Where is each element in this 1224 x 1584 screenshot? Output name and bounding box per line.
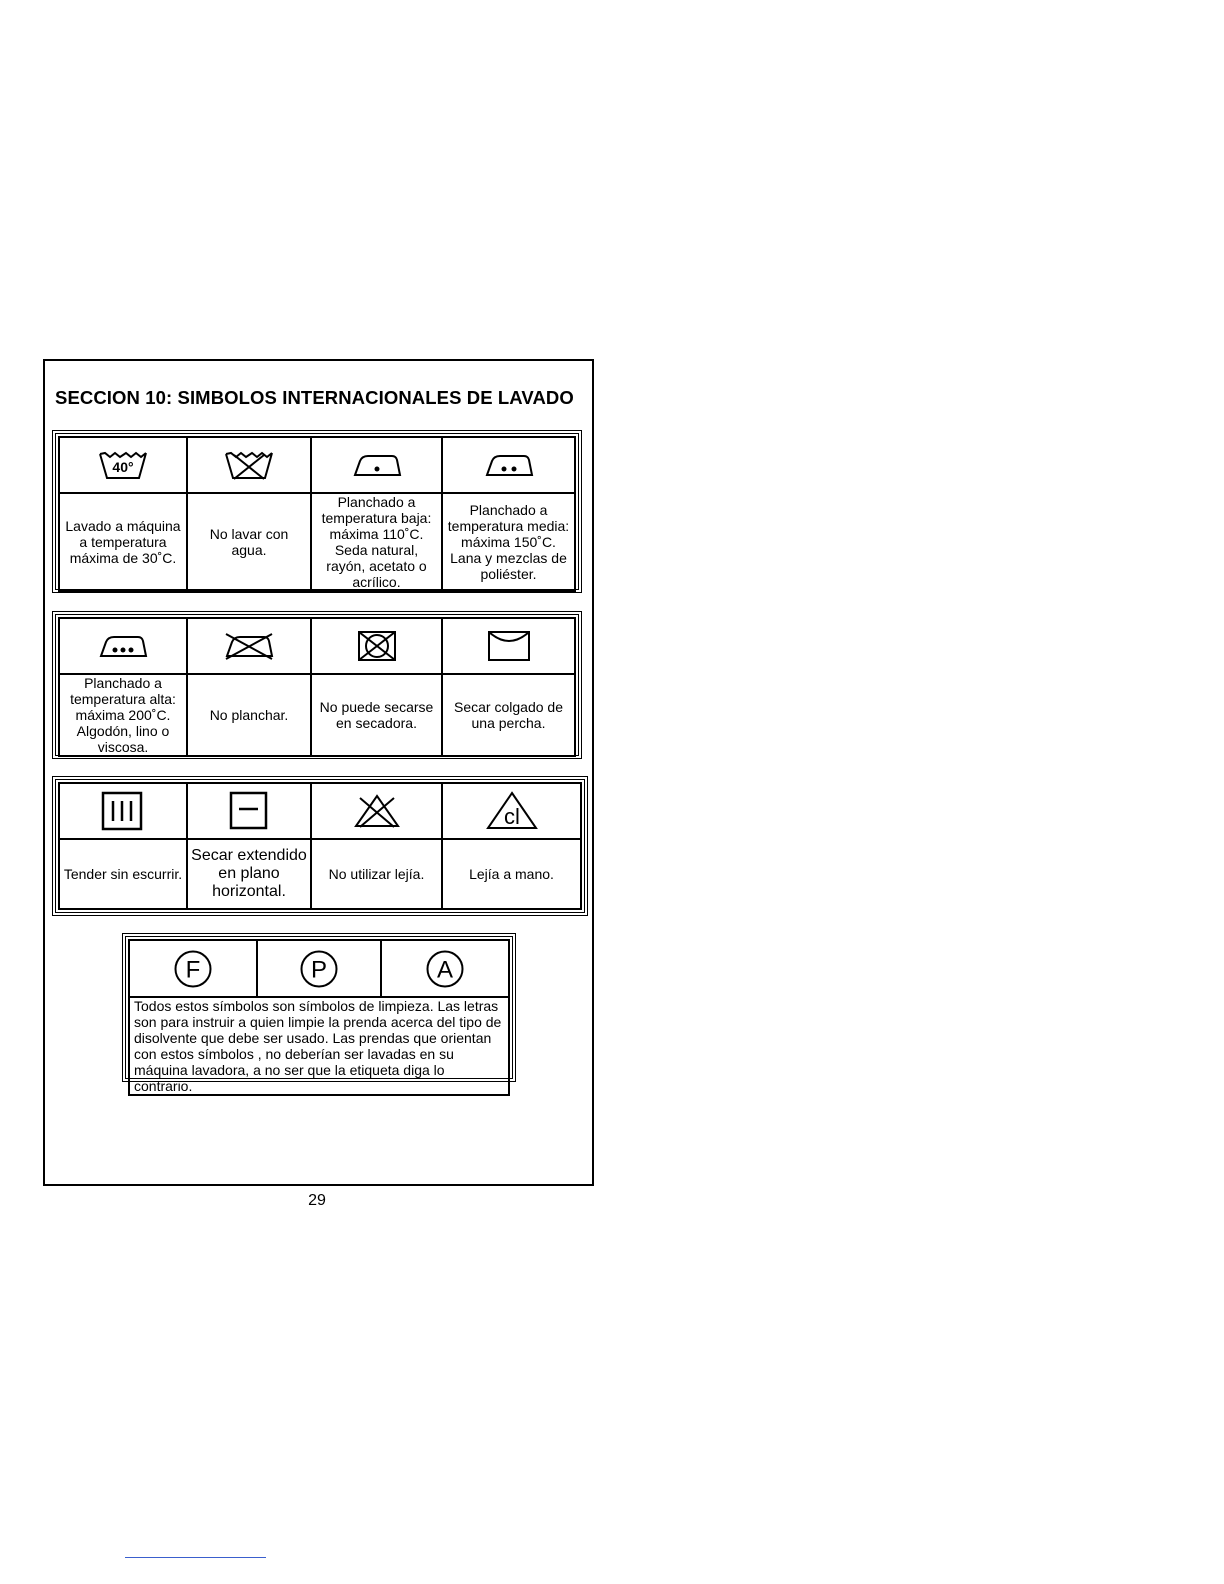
svg-text:cl: cl (503, 804, 520, 829)
line-dry-description: Secar colgado de una percha. (442, 674, 575, 756)
bleach-icon (442, 783, 581, 839)
do-not-wash-icon (187, 437, 311, 493)
footer-rule (125, 1557, 266, 1558)
iron-high-description: Planchado a temperatura alta: máxima 200˚C. Algodón, lino o viscosa. (59, 674, 187, 756)
do-not-iron-icon (187, 618, 311, 674)
do-not-tumble-dry-icon (311, 618, 442, 674)
bleach-description: Lejía a mano. (442, 839, 581, 909)
dry-clean-description: Todos estos símbolos son símbolos de limpieza. Las letras son para instruir a quien limpie la prenda acerca del tipo de disolvente que debe ser usado. Las prendas que orientan con estos símbolos , no deberían ser lavadas en su máquina lavadora, a no ser que la etiqueta diga lo contrario. (129, 997, 509, 1095)
symbols-table-3 (52, 776, 588, 916)
symbols-table-1 (52, 430, 582, 593)
line-dry-icon (442, 618, 575, 674)
dry-clean-p-icon (257, 940, 381, 997)
wash-40-description: Lavado a máquina a temperatura máxima de 30˚C. (59, 493, 187, 591)
svg-text:40°: 40° (112, 459, 134, 475)
dry-flat-icon (187, 783, 311, 839)
drip-dry-description: Tender sin escurrir. (59, 839, 187, 909)
section-heading: SECCION 10: SIMBOLOS INTERNACIONALES DE LAVADO (55, 387, 574, 408)
wash-40-icon (59, 437, 187, 493)
iron-low-description: Planchado a temperatura baja: máxima 110˚C. Seda natural, rayón, acetato o acrílico. (311, 493, 442, 591)
svg-text:A: A (436, 956, 454, 983)
svg-text:P: P (310, 956, 328, 983)
symbols-table-2 (52, 611, 582, 759)
do-not-tumble-dry-description: No puede secarse en secadora. (311, 674, 442, 756)
iron-medium-description: Planchado a temperatura media: máxima 150˚C. Lana y mezclas de poliéster. (442, 493, 575, 591)
do-not-bleach-icon (311, 783, 442, 839)
dry-clean-table (122, 933, 516, 1094)
do-not-bleach-description: No utilizar lejía. (311, 839, 442, 909)
iron-medium-icon (442, 437, 575, 493)
iron-low-icon (311, 437, 442, 493)
do-not-iron-description: No planchar. (187, 674, 311, 756)
page-number: 29 (308, 1192, 326, 1209)
iron-high-icon (59, 618, 187, 674)
drip-dry-icon (59, 783, 187, 839)
svg-text:F: F (185, 956, 201, 983)
dry-flat-description: Secar extendido en plano horizontal. (187, 839, 311, 909)
do-not-wash-description: No lavar con agua. (187, 493, 311, 591)
dry-clean-a-icon (381, 940, 509, 997)
dry-clean-f-icon (129, 940, 257, 997)
